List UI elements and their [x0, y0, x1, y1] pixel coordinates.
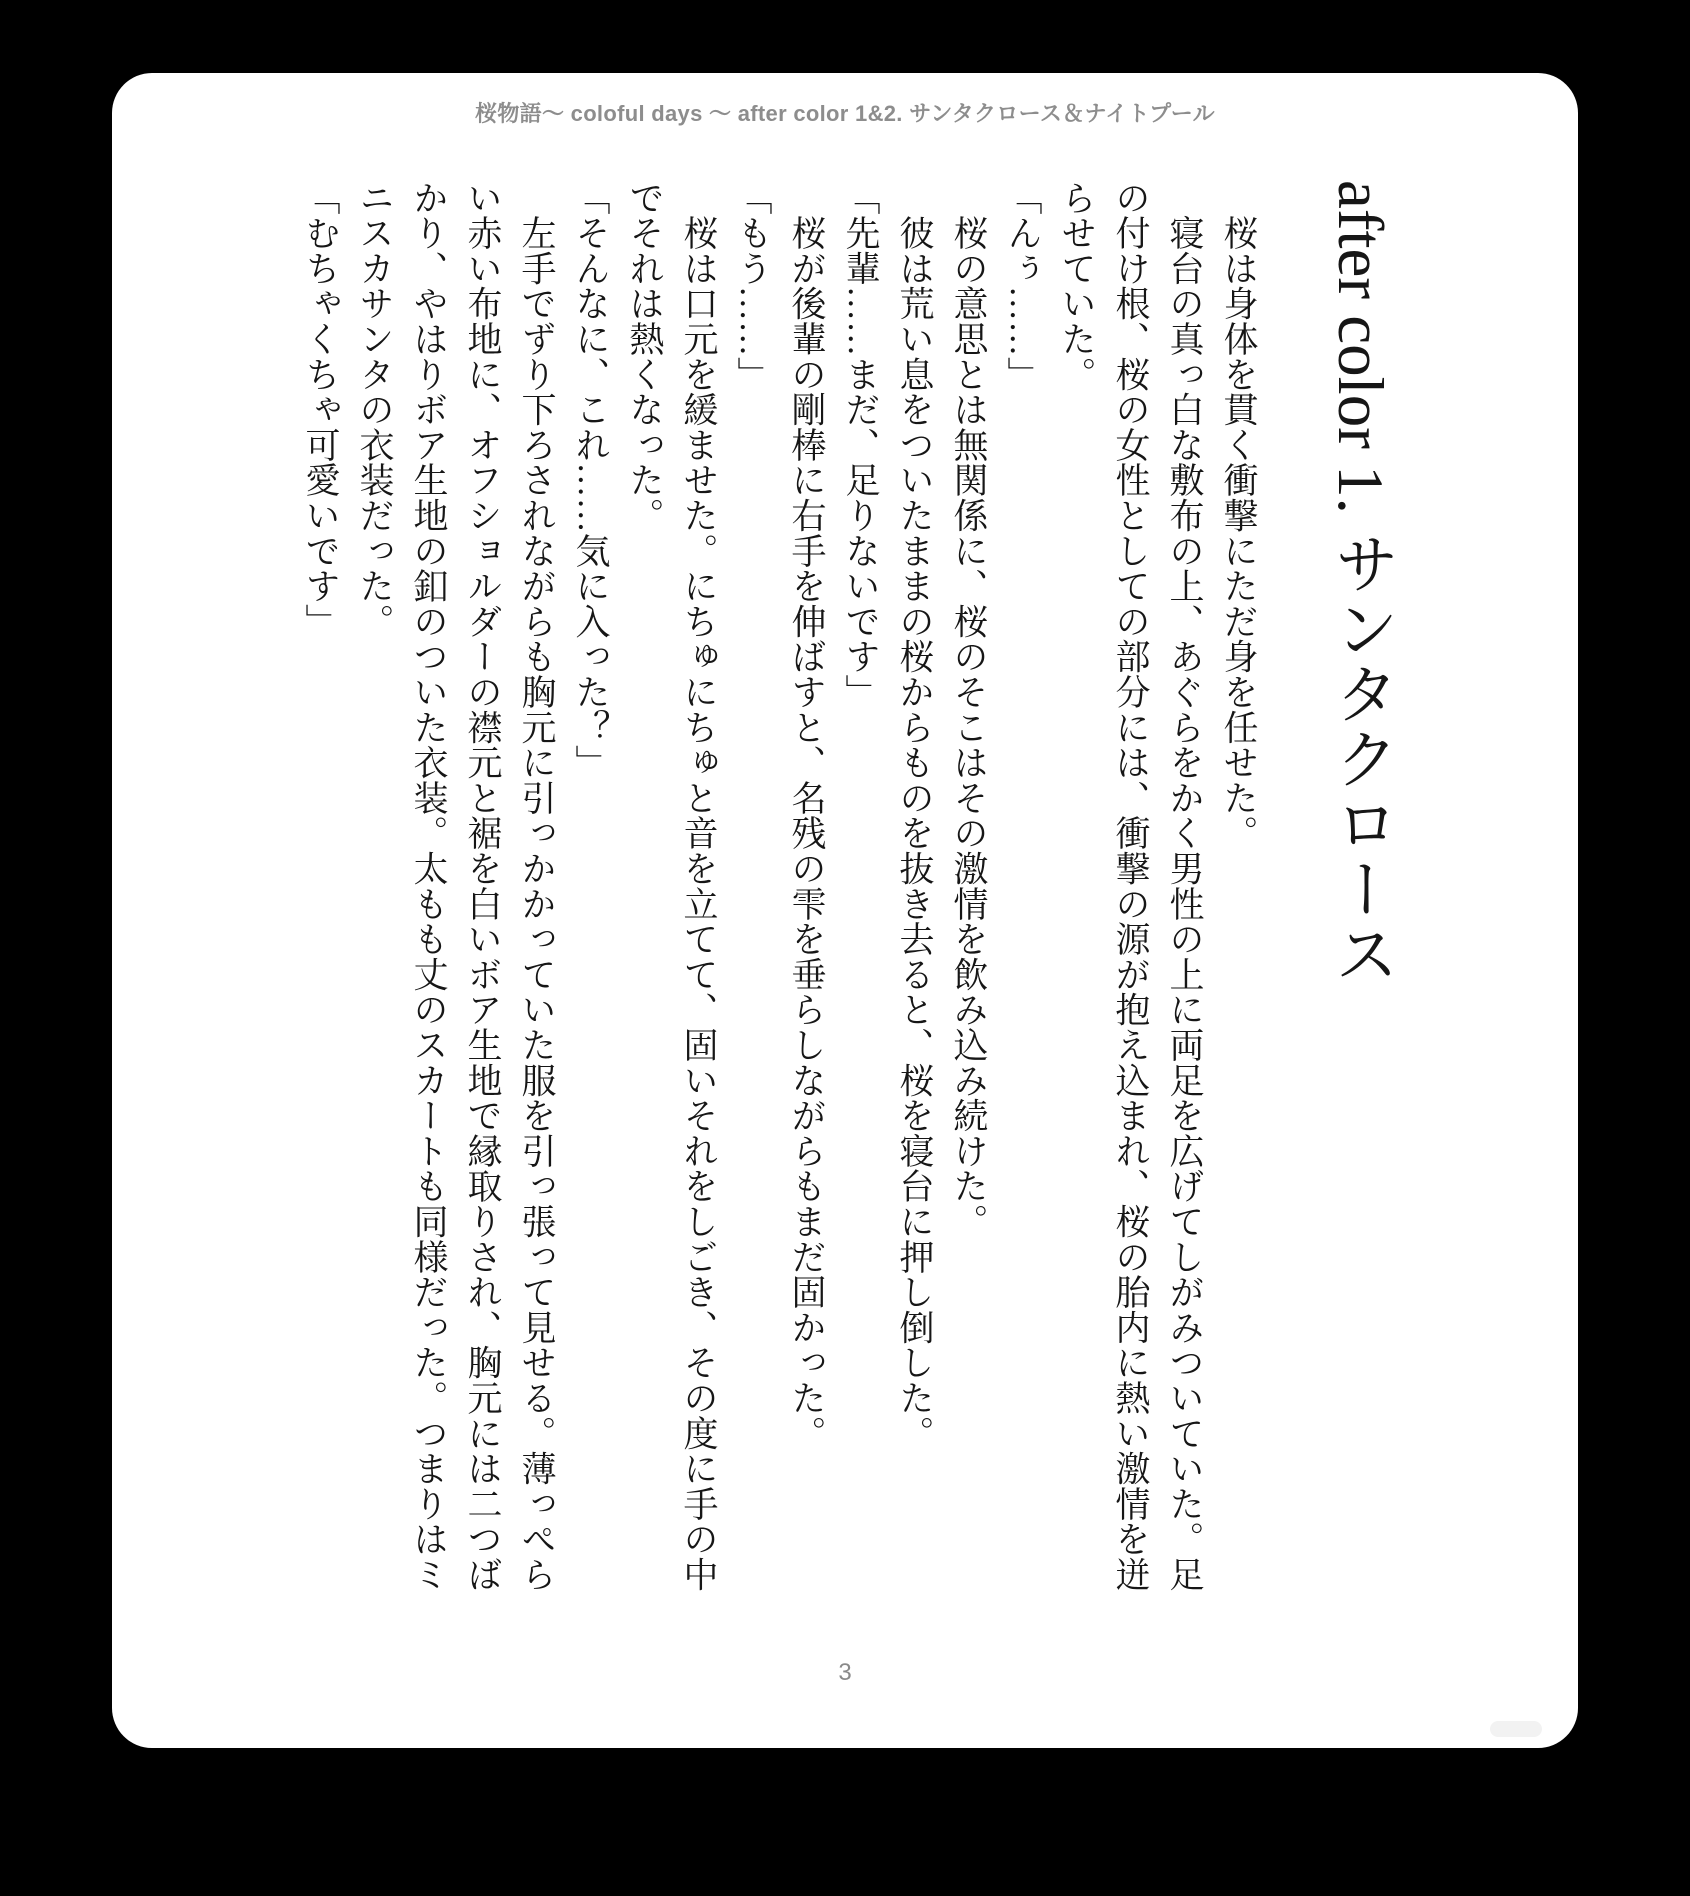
story-paragraph: 桜は口元を緩ませた。にちゅにちゅと音を立てて、固いそれをしごき、その度に手の中でそれは熱くなった。: [625, 180, 718, 1592]
story-paragraph: 寝台の真っ白な敷布の上、あぐらをかく男性の上に両足を広げてしがみついていた。足の付け根、桜の女性としての部分には、衝撃の源が抱え込まれ、桜の胎内に熱い激情を迸らせていた。: [1057, 180, 1204, 1592]
story-paragraph: 左手でずり下ろされながらも胸元に引っかかっていた服を引っ張って見せる。薄っぺらい赤い布地に、オフショルダーの襟元と裾を白いボア生地で縁取りされ、胸元には二つばかり、やはりボア生地の釦のついた衣装。太もも丈のスカートも同様だった。つまりはミニスカサンタの衣装だった。: [355, 180, 556, 1592]
reader-page[interactable]: [112, 73, 1578, 1748]
story-paragraph: 「そんなに、これ……気に入った？」: [571, 180, 610, 781]
story-paragraph: 桜の意思とは無関係に、桜のそこはその激情を飲み込み続けた。: [949, 180, 988, 1239]
story-paragraph: 彼は荒い息をついたままの桜からものを抜き去ると、桜を寝台に押し倒した。: [895, 180, 934, 1451]
story-paragraph: 桜が後輩の剛棒に右手を伸ばすと、名残の雫を垂らしながらもまだ固かった。: [787, 180, 826, 1451]
story-paragraph: 「先輩……まだ、足りないです」: [841, 180, 880, 710]
story-paragraph: 「もう……」: [733, 180, 772, 392]
chapter-title: after color 1. サンタクロース: [1324, 180, 1396, 986]
page-number: 3: [838, 1659, 852, 1686]
book-title: 桜物語〜 coloful days 〜 after color 1&2. サンタクロース＆ナイトプール: [475, 101, 1215, 126]
story-paragraph: 「むちゃくちゃ可愛いです」: [301, 180, 340, 639]
story-text-area: [293, 180, 1400, 1600]
story-paragraph: 桜は身体を貫く衝撃にただ身を任せた。: [1219, 180, 1258, 851]
page-header: [112, 101, 1578, 127]
watermark-smudge: [1490, 1721, 1542, 1737]
story-paragraph: 「んぅ……」: [1003, 180, 1042, 392]
